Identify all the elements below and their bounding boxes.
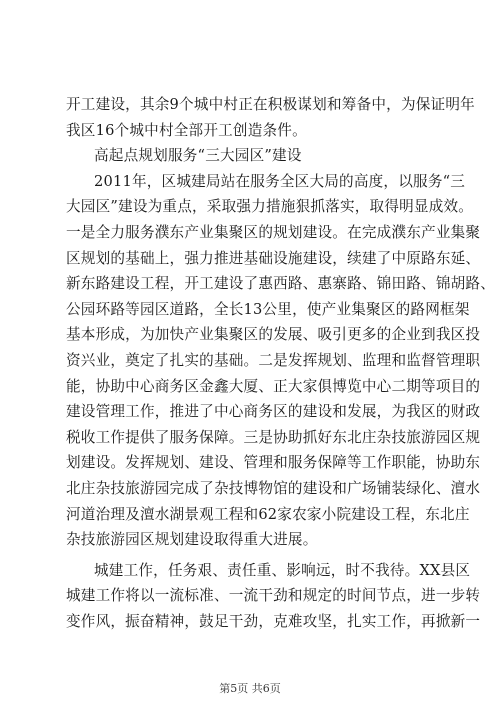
text-line: 区规划的基础上，强力推进基础设施建设，续建了中原路东延、 xyxy=(66,249,481,267)
text-line: 开工建设，其余9个城中村正在积极谋划和筹备中，为保证明年 xyxy=(66,96,475,113)
text-line: 公园环路等园区道路，全长13公里，使产业集聚区的路网框架 xyxy=(66,300,470,318)
text-line: 税收工作提供了服务保障。三是协助抓好东北庄杂技旅游园区规 xyxy=(66,428,481,446)
document-body xyxy=(66,92,496,634)
text-line: 我区16个城中村全部开工创造条件。 xyxy=(66,121,307,139)
text-line: 变作风，振奋精神，鼓足干劲，克难攻坚，扎实工作，再掀新一 xyxy=(66,612,481,630)
text-line: 大园区”建设为重点，采取强力措施狠抓落实，取得明显成效。 xyxy=(66,198,474,216)
page-number-footer: 第5页 共6页 xyxy=(219,682,281,695)
text-line: 基本形成，为加快产业集聚区的发展、吸引更多的企业到我区投 xyxy=(66,326,481,344)
text-line: 河道治理及澶水湖景观工程和62家农家小院建设工程，东北庄 xyxy=(66,505,470,523)
text-line: 城建工作将以一流标准、一流干劲和规定的时间节点，进一步转 xyxy=(66,587,481,605)
paragraph-first-line: 2011年，区城建局站在服务全区大局的高度，以服务“三 xyxy=(94,172,466,190)
section-heading: 高起点规划服务“三大园区”建设 xyxy=(94,147,302,165)
text-line: 建设管理工作，推进了中心商务区的建设和发展，为我区的财政 xyxy=(66,403,481,421)
paragraph-first-line: 城建工作，任务艰、责任重、影响远，时不我待。XX县区 xyxy=(94,561,471,579)
text-line: 资兴业，奠定了扎实的基础。二是发挥规划、监理和监督管理职 xyxy=(66,351,481,369)
text-line: 北庄杂技旅游园完成了杂技博物馆的建设和广场铺装绿化、澶水 xyxy=(66,479,481,497)
text-line: 划建设。发挥规划、建设、管理和服务保障等工作职能，协助东 xyxy=(66,454,481,472)
text-line: 新东路建设工程，开工建设了惠西路、惠寨路、锦田路、锦胡路、 xyxy=(66,275,496,293)
text-line: 一是全力服务濮东产业集聚区的规划建设。在完成濮东产业集聚 xyxy=(66,223,481,241)
text-line: 杂技旅游园区规划建设取得重大进展。 xyxy=(66,531,318,549)
text-line: 能，协助中心商务区金鑫大厦、正大家俱博览中心二期等项目的 xyxy=(66,377,481,395)
